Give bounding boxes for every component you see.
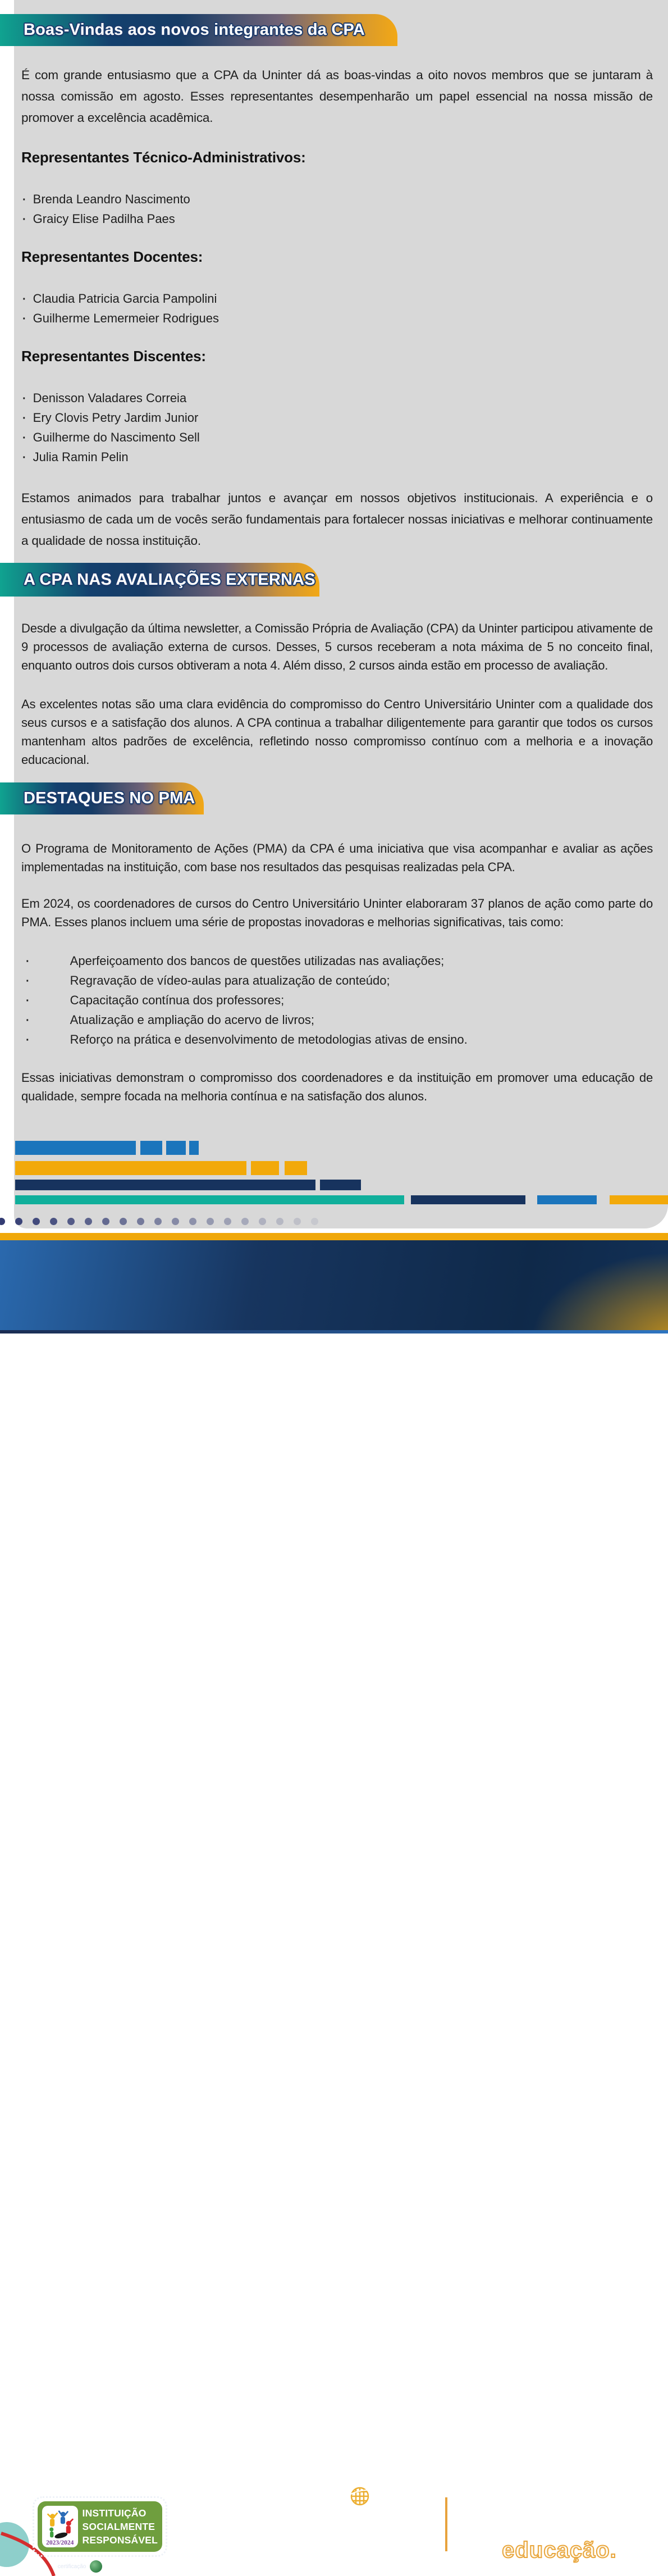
external-paragraph-2: As excelentes notas são uma clara evidência do compromisso do Centro Universitário Uninter com a qualidade dos seus cursos e a satisfação dos alunos. A CPA continua a trabalhar diligentemente para garantir que todos os cursos mantenham altos padrões de excelência, refletindo nosso compromisso contínuo com a melhoria e a inovação educacional. [21, 697, 653, 767]
decorative-dot [154, 1218, 162, 1225]
member-name: Brenda Leandro Nascimento [33, 192, 190, 206]
uninter-sub-3: INTERNACIONAL [341, 2553, 400, 2561]
decorative-dot [207, 1218, 214, 1225]
decorative-bar-segment [15, 1161, 246, 1175]
decorative-dot [120, 1218, 127, 1225]
footer-gold-bar [0, 1233, 668, 1240]
stamp-line-1: INSTITUIÇÃO [82, 2507, 147, 2519]
cpa-logo-block [199, 2480, 318, 2564]
stamp-inner [38, 2501, 162, 2552]
decorative-dot [172, 1218, 179, 1225]
uninter-descriptor [341, 2537, 404, 2561]
list-item [21, 991, 653, 1011]
slogan-line-3 [472, 2538, 632, 2563]
decorative-bar-segment [411, 1195, 525, 1204]
people-figures-icon [45, 2510, 75, 2539]
decorative-dot [102, 1218, 109, 1225]
stamp-line-3: RESPONSÁVEL [82, 2534, 158, 2546]
list-item [21, 389, 653, 408]
social-responsibility-title: RESPONSABILIDADE SOCIAL DAS IES [33, 2484, 174, 2492]
social-responsibility-block [33, 2484, 174, 2573]
decorative-bar-segment [610, 1195, 668, 1204]
decorative-bar-segment [166, 1141, 186, 1155]
members-list-discentes [21, 389, 653, 467]
footer [0, 1240, 668, 2572]
bullet-icon: · [26, 975, 30, 987]
welcome-banner [0, 14, 397, 46]
decorative-dot [311, 1218, 318, 1225]
decorative-bar-segment [140, 1141, 162, 1155]
action-item: Aperfeiçoamento dos bancos de questões utilizadas nas avaliações; [70, 954, 445, 968]
decorative-dot [259, 1218, 266, 1225]
uninter-sub-2: UNIVERSITÁRIO [341, 2545, 396, 2553]
member-name: Guilherme Lemermeier Rodrigues [33, 311, 219, 325]
decorative-dot [33, 1218, 40, 1225]
decorative-bar-segment [15, 1180, 315, 1190]
welcome-intro-paragraph: É com grande entusiasmo que a CPA da Uninter dá as boas-vindas a oito novos membros que se juntaram à nossa comissão em agosto. Esses representantes desempenharão um papel essencial na nossa missão de promover a excelência acadêmica. [21, 68, 653, 125]
list-item [21, 190, 653, 210]
cpa-url-link[interactable]: uninter.com/cpa [199, 2552, 272, 2563]
slogan-vidas: vidas [472, 2513, 528, 2538]
bullet-icon: · [22, 393, 26, 405]
external-paragraph-1: Desde a divulgação da última newsletter, a Comissão Própria de Avaliação (CPA) da Uninter participou ativamente de 9 processos de avaliação externa de cursos. Desses, 5 cursos receberam a nota máxima de 5 no conceito final, enquanto outros dois cursos obtiveram a nota 4. Além disso, 2 cursos ainda estão em processo de avaliação. [21, 621, 653, 672]
pma-paragraph-2: Em 2024, os coordenadores de cursos do Centro Universitário Uninter elaboraram 37 planos de ação como parte do PMA. Esses planos incluem uma série de propostas inovadoras e melhorias significativas, tais como: [21, 896, 653, 929]
socially-responsible-stamp [33, 2496, 167, 2557]
abmes-logo-icon [90, 2560, 102, 2573]
decorative-bar-segment [15, 1141, 136, 1155]
list-item [21, 448, 653, 467]
decorative-dot [67, 1218, 75, 1225]
list-item [21, 952, 653, 971]
list-item [21, 408, 653, 428]
bullet-icon: · [26, 995, 30, 1007]
stamp-text [83, 2506, 158, 2547]
decorative-dot [137, 1218, 144, 1225]
stamp-years: 2023/2024 [46, 2539, 74, 2546]
slogan-line-1: Transformando [472, 2488, 632, 2513]
action-item: Reforço na prática e desenvolvimento de metodologias ativas de ensino. [70, 1032, 468, 1046]
welcome-banner-title: Boas-Vindas aos novos integrantes da CPA [24, 21, 365, 39]
bullet-icon: · [26, 1034, 30, 1046]
pma-banner [0, 782, 204, 814]
stamp-figures-box [42, 2506, 78, 2547]
decorative-bar-segment [320, 1180, 361, 1190]
stamp-line-2: SOCIALMENTE [82, 2521, 155, 2532]
list-item [21, 971, 653, 991]
slogan-educacao-outline: educação. [502, 2538, 617, 2563]
member-name: Julia Ramin Pelin [33, 450, 129, 464]
slogan-block [472, 2488, 632, 2563]
decorative-dot [50, 1218, 57, 1225]
group-heading-tecnico-administrativos: Representantes Técnico-Administrativos: [21, 149, 306, 166]
action-item: Regravação de vídeo-aulas para atualização de conteúdo; [70, 973, 390, 987]
decorative-bar-segment [15, 1195, 404, 1204]
bullet-icon: · [22, 194, 26, 206]
decorative-dot [189, 1218, 196, 1225]
bullet-icon: · [22, 293, 26, 306]
decorative-dot [294, 1218, 301, 1225]
list-item [21, 428, 653, 448]
certification-label: certificação [57, 2563, 86, 2570]
cpa-acronym: CPA [199, 2480, 268, 2519]
bullet-icon: · [22, 452, 26, 464]
content-panel [14, 0, 668, 1228]
bottom-accent-strip [0, 1330, 668, 1333]
member-name: Denisson Valadares Correia [33, 391, 187, 405]
member-name: Graicy Elise Padilha Paes [33, 212, 175, 226]
bullet-icon: · [22, 213, 26, 226]
slogan-da: da [472, 2538, 502, 2563]
member-name: Claudia Patricia Garcia Pampolini [33, 292, 217, 306]
decorative-dot [224, 1218, 231, 1225]
list-item [21, 210, 653, 229]
uninter-logo-block [314, 2483, 404, 2561]
pma-banner-title: DESTAQUES NO PMA [24, 789, 195, 807]
welcome-closing-paragraph: Estamos animados para trabalhar juntos e avançar em nossos objetivos institucionais. A experiência e o entusiasmo de cada um de vocês serão fundamentais para fortalecer nossas iniciativas e melhorar continuamente a qualidade de nossa instituição. [21, 491, 653, 548]
list-item [21, 1030, 653, 1050]
bullet-icon: · [26, 955, 30, 968]
uninter-sub-1: CENTRO [341, 2537, 371, 2545]
abmes-label: ABMES [106, 2561, 143, 2572]
bullet-icon: · [26, 1014, 30, 1027]
group-heading-discentes: Representantes Discentes: [21, 348, 206, 365]
action-item: Capacitação contínua dos professores; [70, 993, 285, 1007]
certification-row [33, 2560, 167, 2573]
pma-actions-list [21, 952, 653, 1050]
list-item [21, 1011, 653, 1030]
external-banner-title: A CPA NAS AVALIAÇÕES EXTERNAS [24, 570, 315, 589]
decorative-dot [241, 1218, 249, 1225]
member-name: Guilherme do Nascimento Sell [33, 430, 200, 444]
cpa-subtitle-line-1: COMISSÃO PRÓPRIA [199, 2522, 318, 2534]
members-list-tecnico [21, 190, 653, 229]
decorative-dot [0, 1218, 5, 1225]
decorative-bar-segment [537, 1195, 597, 1204]
members-list-docentes [21, 289, 653, 329]
external-evaluations-banner [0, 563, 319, 597]
slogan-por-meio: por meio [527, 2513, 619, 2538]
group-heading-docentes: Representantes Docentes: [21, 248, 203, 265]
member-name: Ery Clovis Petry Jardim Junior [33, 411, 199, 425]
decorative-bar-segment [285, 1161, 307, 1175]
footer-divider-line [445, 2497, 447, 2551]
bullet-icon: · [22, 412, 26, 425]
bullet-icon: · [22, 313, 26, 325]
decorative-dot [85, 1218, 92, 1225]
pma-closing-paragraph: Essas iniciativas demonstram o compromisso dos coordenadores e da instituição em promover uma educação de qualidade, sempre focada na melhoria contínua e na satisfação dos alunos. [21, 1071, 653, 1103]
decorative-dot [15, 1218, 22, 1225]
decorative-bar-segment [189, 1141, 199, 1155]
pma-paragraph-1: O Programa de Monitoramento de Ações (PMA) da CPA é uma iniciativa que visa acompanhar e avaliar as ações implementadas na instituição, com base nos resultados das pesquisas realizadas pela CPA. [21, 841, 653, 874]
list-item [21, 289, 653, 309]
cpa-subtitle-line-2: DE AVALIAÇÃO [199, 2536, 285, 2549]
slogan-line-2 [472, 2513, 632, 2538]
uninter-wordmark: UNINTER [314, 2514, 406, 2537]
action-item: Atualização e ampliação do acervo de livros; [70, 1013, 315, 1027]
uninter-globe-icon [341, 2483, 377, 2516]
list-item [21, 309, 653, 329]
decorative-dot [276, 1218, 283, 1225]
bullet-icon: · [22, 432, 26, 444]
decorative-bar-segment [251, 1161, 279, 1175]
